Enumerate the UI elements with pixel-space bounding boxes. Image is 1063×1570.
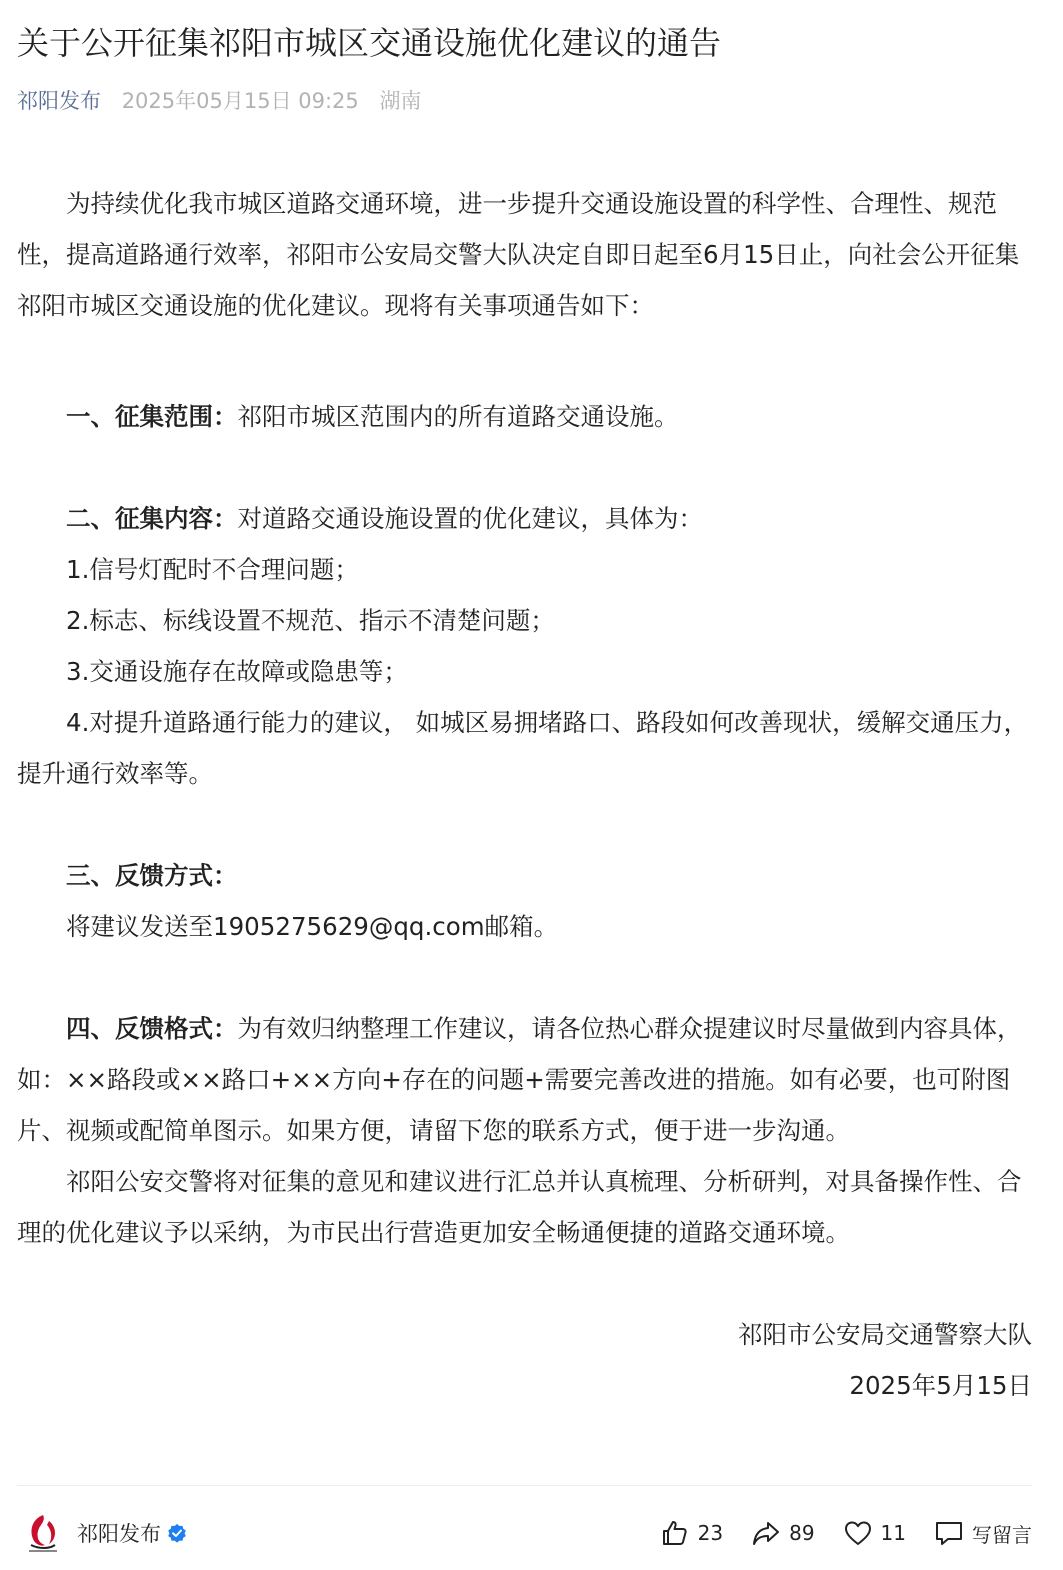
thumbs-up-icon xyxy=(660,1518,690,1548)
like-count: 23 xyxy=(697,1521,724,1545)
footer-actions xyxy=(632,1518,1032,1548)
share-count: 89 xyxy=(789,1521,815,1545)
account-name[interactable]: 祁阳发布 xyxy=(77,1522,161,1546)
section-3-heading: 三、反馈方式： xyxy=(66,861,238,890)
section-2-text: 对道路交通设施设置的优化建议，具体为： xyxy=(237,504,703,533)
share-button[interactable] xyxy=(751,1518,814,1548)
signature: 祁阳市公安局交通警察大队 xyxy=(738,1320,1032,1349)
section-1-heading: 一、征集范围： xyxy=(66,402,238,431)
list-item: 2.标志、标线设置不规范、指示不清楚问题； xyxy=(66,606,555,635)
list-item: 4.对提升道路通行能力的建议， 如城区易拥堵路口、路段如何改善现状，缓解交通压力，提升通行效率等。 xyxy=(17,708,1029,788)
article-footer xyxy=(17,1508,1032,1558)
qiyang-logo-icon[interactable] xyxy=(23,1511,63,1555)
article-title: 关于公开征集祁阳市城区交通设施优化建议的通告 xyxy=(17,24,722,62)
footer-divider xyxy=(17,1485,1032,1486)
publish-time: 2025年05月15日 09:25 xyxy=(121,89,359,113)
section-4-heading: 四、反馈格式： xyxy=(66,1014,238,1043)
list-item: 1.信号灯配时不合理问题； xyxy=(66,555,359,584)
sign-date: 2025年5月15日 xyxy=(849,1371,1032,1400)
section-1 xyxy=(17,391,1032,442)
share-icon xyxy=(751,1518,781,1548)
article-meta xyxy=(17,86,421,116)
section-4-text: 为有效归纳整理工作建议，请各位热心群众提建议时尽量做到内容具体，如：××路段或××路口+××方向+存在的问题+需要完善改进的措施。如有必要，也可附图片、视频或配简单图示。如果方便，请留下您的联系方式，便于进一步沟通。 xyxy=(17,1014,1022,1145)
section-2 xyxy=(17,493,1032,544)
intro-paragraph: 为持续优化我市城区道路交通环境，进一步提升交通设施设置的科学性、合理性、规范性，提高道路通行效率，祁阳市公安局交警大队决定自即日起至6月15日止，向社会公开征集祁阳市城区交通设施的优化建议。现将有关事项通告如下： xyxy=(17,189,1020,320)
section-1-text: 祁阳市城区范围内的所有道路交通设施。 xyxy=(237,402,679,431)
comment-icon xyxy=(934,1518,964,1548)
closing-paragraph: 祁阳公安交警将对征集的意见和建议进行汇总并认真梳理、分析研判，对具备操作性、合理的优化建议予以采纳，为市民出行营造更加安全畅通便捷的道路交通环境。 xyxy=(17,1167,1022,1247)
heart-icon xyxy=(843,1518,873,1548)
section-3-text: 将建议发送至1905275629@qq.com邮箱。 xyxy=(66,912,559,941)
like-button[interactable] xyxy=(660,1518,723,1548)
publish-location: 湖南 xyxy=(379,89,422,113)
favorite-button[interactable] xyxy=(843,1518,906,1548)
favorite-count: 11 xyxy=(880,1521,906,1545)
comment-label: 写留言 xyxy=(972,1522,1032,1547)
comment-button[interactable] xyxy=(934,1518,1032,1548)
list-item: 3.交通设施存在故障或隐患等； xyxy=(66,657,408,686)
verified-badge-icon xyxy=(167,1523,187,1543)
author-link[interactable]: 祁阳发布 xyxy=(17,89,101,113)
section-4 xyxy=(17,1003,1032,1156)
section-2-heading: 二、征集内容： xyxy=(66,504,238,533)
article-body xyxy=(17,178,1032,1411)
section-3-heading-line xyxy=(17,850,1032,901)
